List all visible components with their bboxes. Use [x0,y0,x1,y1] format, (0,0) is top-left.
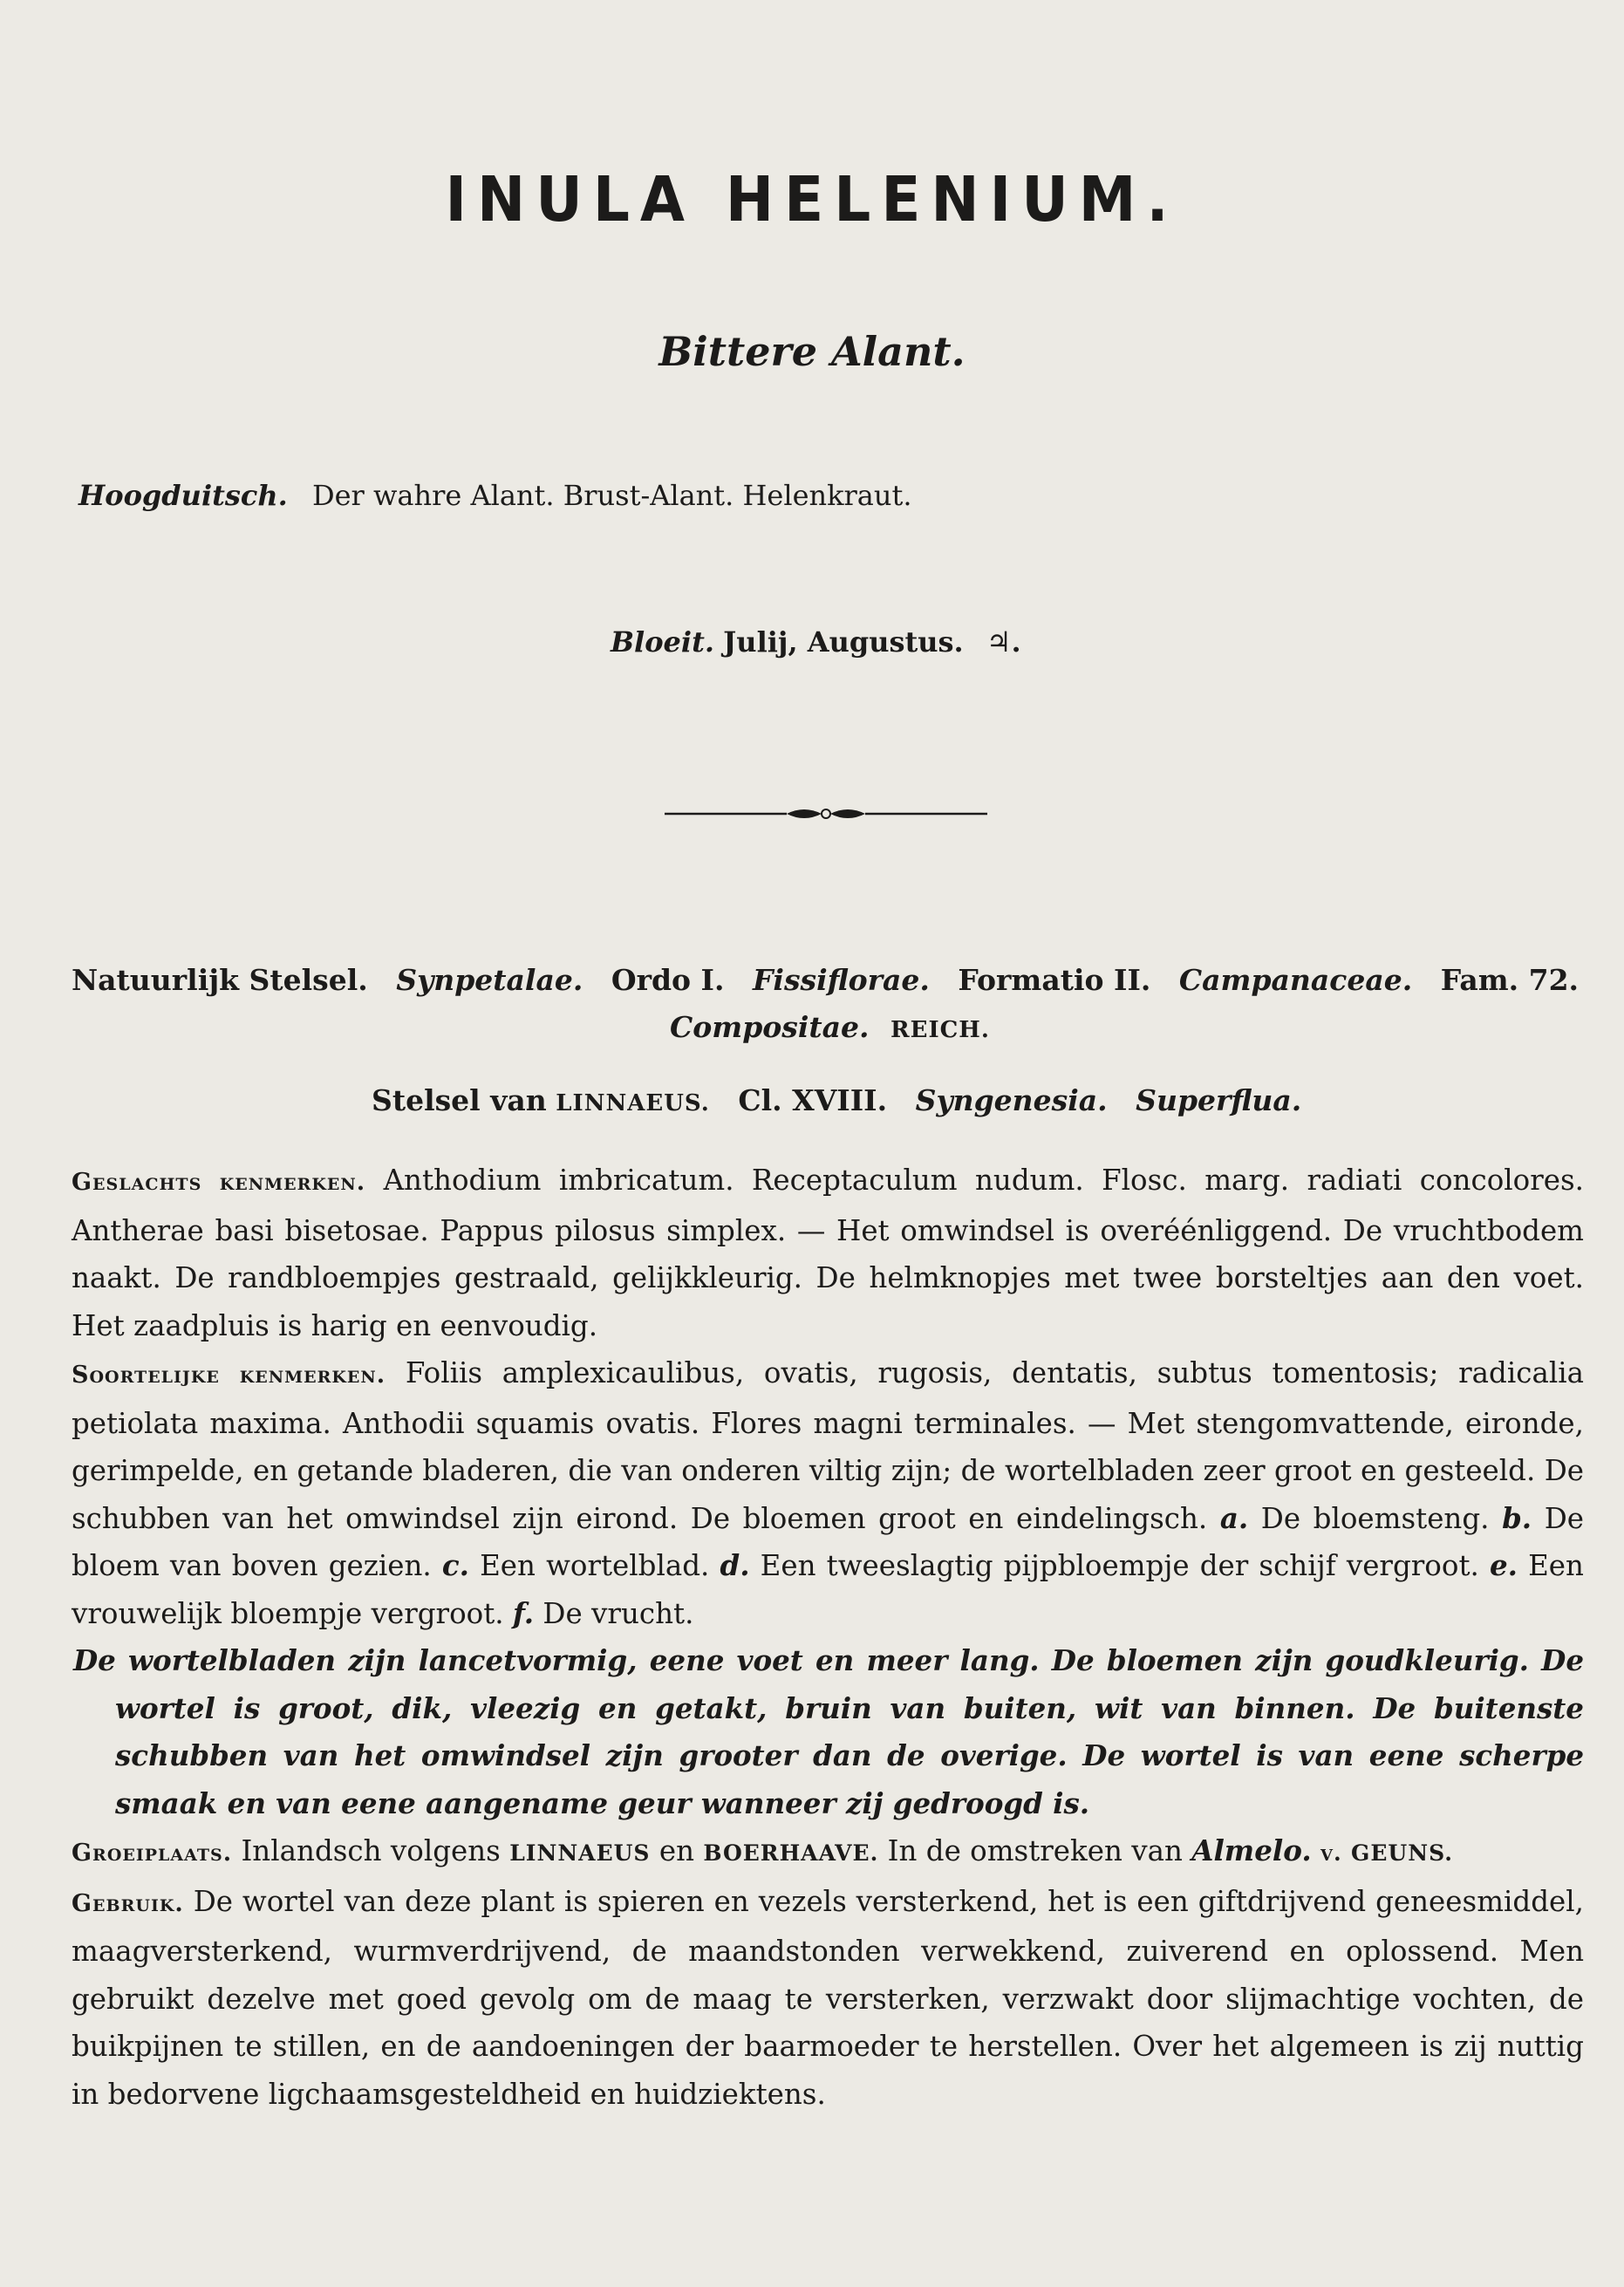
groeiplaats-text-1: Inlandsch volgens [241,1834,501,1867]
groeiplaats-text-2: In de omstreken van [887,1834,1183,1867]
groeiplaats-linnaeus: LINNAEUS [509,1840,651,1866]
fig-e-marker: e. [1489,1548,1518,1582]
natural-formatio: Formatio II. [958,963,1151,997]
natural-formatio-name: Campanaceae. [1178,963,1413,997]
natural-fam: Fam. 72. [1440,963,1580,997]
geslachts-label: Geslachts kenmerken. [72,1169,366,1196]
bloom-line [611,623,1021,661]
natural-ordo-name: Fissiflorae. [752,963,930,997]
linnaeus-name: Syngenesia. [915,1083,1108,1117]
gebruik-text: De wortel van deze plant is spieren en vezels versterkend, het is een giftdrijvend geneesmiddel, maagversterkend, wurmverdrijvend, de maandstonden verwekkend, zuiverend en oplossend. Men gebruikt dezelve met goed gevolg om de maag te versterken, verzwakt door slijmachtige vochten, de buikpijnen te stillen, en de aandoeningen der baarmoeder te herstellen. Over het algemeen is zij nuttig in bedorvene ligchaamsgesteldheid en huidziektens. [72,1884,1584,2111]
groeiplaats-geuns: GEUNS. [1351,1840,1453,1866]
natural-system-label: Natuurlijk Stelsel. [72,963,368,997]
linnaeus-class: Cl. XVIII. [738,1083,888,1117]
soortelijke-paragraph [72,1349,1584,1637]
groeiplaats-paragraph [72,1827,1584,1878]
fig-f-text: De vrucht. [542,1596,694,1630]
fig-b-marker: b. [1502,1500,1532,1535]
natural-system-line-2 [670,1008,990,1049]
page-subtitle: Bittere Alant. [658,328,966,375]
german-names-line [78,476,912,515]
fig-e-text: Een vrouwelijk bloempje vergroot. [72,1549,1584,1630]
groeiplaats-en: en [658,1834,695,1867]
gebruik-label: Gebruik. [72,1889,184,1917]
natural-ordo: Ordo I. [611,963,725,997]
bloom-label: Bloeit. [611,625,714,659]
fig-f-marker: f. [512,1595,535,1630]
ornamental-divider [665,798,987,829]
geslachts-text: Anthodium imbricatum. Receptaculum nudum. Flosc. marg. radiati concolores. Antherae basi bisetosae. Pappus pilosus simplex. — Het omwindsel is overéénliggend. De vruchtbodem naakt. De randbloempjes gestraald, gelijkkleurig. De helmknopjes met twee borsteltjes aan den voet. Het zaadpluis is harig en eenvoudig. [72,1164,1584,1342]
linnaeus-label: Stelsel van [372,1083,547,1117]
perennial-symbol: ♃. [986,625,1021,659]
fig-d-marker: d. [720,1548,750,1582]
fig-b-text: De bloem van boven gezien. [72,1501,1584,1582]
fig-a-text: De bloemsteng. [1260,1501,1490,1535]
fig-a-marker: a. [1219,1500,1249,1535]
linnaeus-system-line [372,1082,1301,1123]
soortelijke-label: Soortelijke kenmerken. [72,1362,386,1389]
main-text [72,1157,1584,2118]
natural-author: REICH. [890,1017,990,1043]
natural-class: Synpetalae. [396,963,583,997]
gebruik-paragraph [72,1878,1584,2119]
fig-c-marker: c. [441,1548,469,1582]
fig-d-text: Een tweeslagtig pijpbloempje der schijf vergroot. [760,1549,1479,1582]
soortelijke-text: Foliis amplexicaulibus, ovatis, rugosis, dentatis, subtus tomentosis; radicalia petiolata maxima. Anthodii squamis ovatis. Flores magni terminales. — Met stengomvattende, eironde, gerimpelde, en getande bladeren, die van onderen viltig zijn; de wortelbladen zeer groot en gesteeld. De schubben van het omwindsel zijn eirond. De bloemen groot en eindelingsch. [72,1356,1584,1535]
description-paragraph: De wortelbladen zijn lancetvormig, eene voet en meer lang. De bloemen zijn goudkleurig. De wortel is groot, dik, vleezig en getakt, bruin van buiten, wit van binnen. De buitenste schubben van het omwindsel zijn grooter dan de overige. De wortel is van eene scherpe smaak en van eene aangename geur wanneer zij gedroogd is. [73,1643,1584,1820]
groeiplaats-boerhaave: BOERHAAVE. [703,1840,879,1866]
linnaeus-order: Superflua. [1136,1083,1302,1117]
fig-c-text: Een wortelblad. [480,1549,710,1582]
german-label: Hoogduitsch. [78,479,288,512]
natural-fam-name: Compositae. [670,1010,870,1044]
groeiplaats-v: v. [1320,1840,1342,1866]
groeiplaats-place: Almelo. [1191,1833,1312,1867]
linnaeus-author: LINNAEUS. [556,1090,710,1116]
bloom-months: Julij, Augustus. [723,625,964,659]
geslachts-paragraph [72,1157,1584,1349]
groeiplaats-label: Groeiplaats. [72,1840,233,1867]
page-title: INULA HELENIUM. [445,162,1179,236]
german-names: Der wahre Alant. Brust-Alant. Helenkraut. [311,479,912,512]
natural-system-line [72,961,1579,1000]
